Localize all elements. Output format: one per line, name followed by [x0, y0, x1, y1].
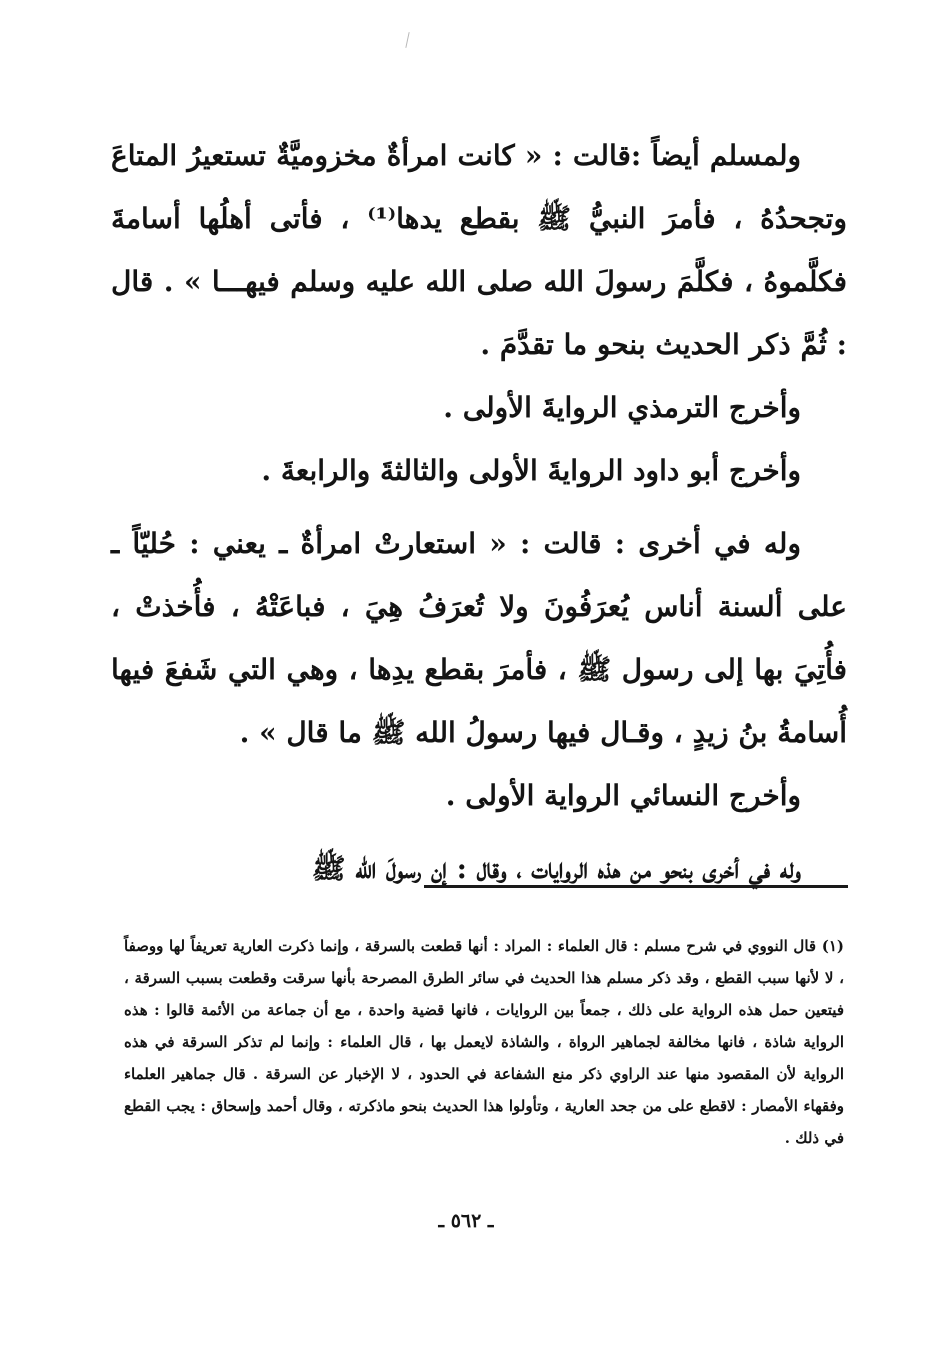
scan-mark: [405, 32, 409, 48]
footnote-text: (١) قال النووي في شرح مسلم : قال العلماء : المراد : أنها قطعت بالسرقة ، وإنما ذكرت العارية تعريفاً لها ووصفاً ، لا لأنها سبب القطع ، وقد ذكر مسلم هذا الحديث في سائر الطرق المصرحة بأنها سرقت وقطعت بسبب السرقة ، فيتعين حمل هذه الرواية على ذلك ، جمعاً بين الروايات ، فانها قضية واحدة ، مع أن جماعة من الأئمة قالوا : هذه الرواية شاذة ، فانها مخالفة لجماهير الرواة ، والشاذة لايعمل بها ، قال العلماء : وإنما لم تذكر السرقة في هذه الرواية لأن المقصود منها عند الراوي ذكر منع الشفاعة في الحدود ، لا الإخبار عن السرقة . قال جماهير العلماء وفقهاء الأمصار : لاقطع على من جحد العارية ، وتأولوا هذا الحديث بنحو ماذكرته ، وقال أحمد وإسحاق : يجب القطع في ذلك .: [124, 937, 844, 1147]
footnote-separator: [424, 885, 848, 888]
paragraph-muslim-narration: ولمسلم أيضاً :قالت : « كانت امرأةٌ مخزوميَّةٌ تستعيرُ المتاعَ وتجحدُهُ ، فأمرَ النبيُّ ﷺ بقطع يدها⁽¹⁾ ، فأتى أهلُها أسامةَ فكلَّموهُ ، فكلَّمَ رسولَ الله صلى الله عليه وسلم فيهـــا » . قال : ثُمَّ ذكر الحديث بنحو ما تقدَّمَ .: [111, 139, 847, 361]
footnote: [124, 930, 844, 1154]
paragraph-nasai: وأخرج النسائي الرواية الأولى .: [445, 779, 801, 812]
page-number: ـ ٥٦٢ ـ: [438, 1210, 494, 1232]
paragraph-another-narration: وله في أخرى : قالت : « استعارتْ امرأةٌ ـ يعني : حُليّاً ـ على ألسنة أناس يُعرَفُونَ ولا تُعرَفُ هِيَ ، فباعَتْهُ ، فأُخذتْ ، فأُتِيَ بها إلى رسول ﷺ ، فأمرَ بقطع يدِها ، وهي التي شَفعَ فيها أُسامةُ بنُ زيدٍ ، وقـال فيها رسولُ الله ﷺ ما قال » .: [111, 527, 847, 749]
paragraph-tirmidhi: وأخرج الترمذي الروايةَ الأولى .: [443, 391, 801, 424]
paragraph-final-narration: وله في أخرى بنحو من هذه الروايات ، وقال : إن رسولَ الله ﷺ: [311, 852, 801, 885]
hadith-text-body: [111, 124, 847, 900]
paragraph-abu-dawud: وأخرج أبو داود الروايةَ الأولى والثالثةَ والرابعةَ .: [261, 454, 801, 487]
